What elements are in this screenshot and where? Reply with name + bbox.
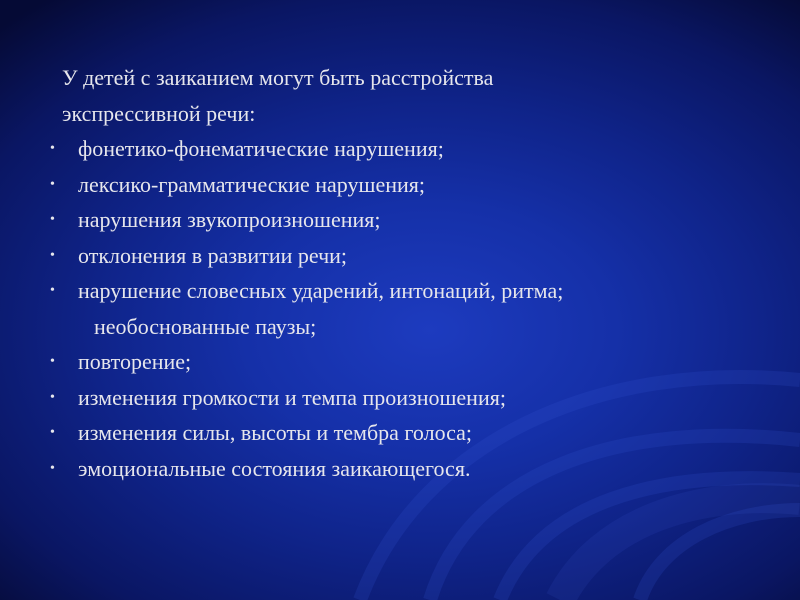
list-item-text: отклонения в развитии речи; [78, 242, 348, 268]
list-item-text: повторение; [78, 349, 192, 374]
bullet-icon: • [50, 425, 55, 440]
list-item [48, 131, 778, 167]
bullet-icon: • [50, 212, 55, 227]
intro-line-1: У детей с заиканием могут быть расстройства [62, 65, 494, 90]
list-item [48, 167, 778, 203]
bullet-icon: • [50, 283, 55, 298]
list-item [48, 415, 778, 451]
list-item [48, 238, 778, 274]
bullet-icon: • [50, 141, 55, 156]
list-item [48, 451, 778, 487]
list-item [48, 380, 778, 416]
list-item-text: нарушения звукопроизношения; [78, 207, 381, 232]
list-item-text: изменения силы, высоты и тембра голоса; [78, 420, 473, 445]
bullet-icon: • [50, 460, 55, 476]
list-item-text: фонетико-фонематические нарушения; [78, 136, 444, 161]
intro-line-2: экспрессивной речи: [62, 100, 256, 126]
intro-text [48, 60, 778, 131]
list-item [48, 202, 778, 238]
list-item-text: лексико-грамматические нарушения; [78, 171, 425, 197]
list-item [48, 273, 778, 344]
slide-body [48, 60, 778, 486]
bullet-icon: • [50, 389, 55, 405]
list-item-text: изменения громкости и темпа произношения; [78, 384, 506, 410]
bullet-icon: • [50, 247, 55, 263]
list-item-text: нарушение словесных ударений, интонаций, ритма; [78, 278, 564, 303]
bullet-icon: • [50, 354, 55, 369]
list-item-text: эмоциональные состояния заикающегося. [78, 455, 471, 481]
bullet-icon: • [50, 176, 55, 192]
list-item-continuation: необоснованные паузы; [94, 313, 317, 339]
list-item [48, 344, 778, 380]
bullet-list [48, 131, 778, 486]
